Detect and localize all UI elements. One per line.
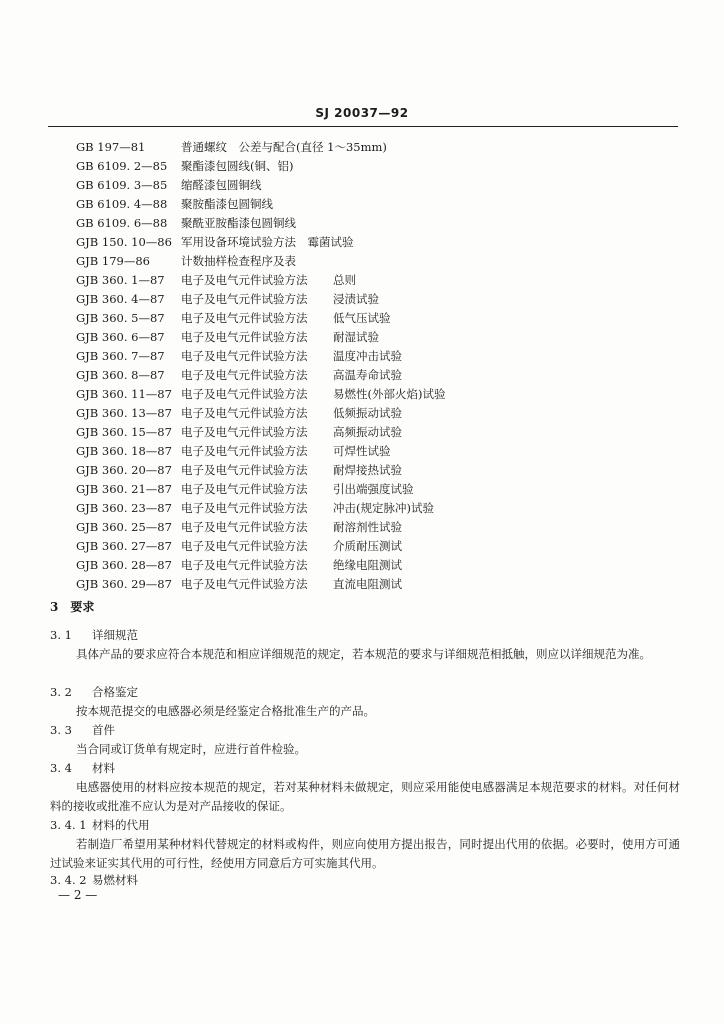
- reference-title: 电子及电气元件试验方法: [181, 368, 308, 382]
- reference-subtitle: 介质耐压测试: [333, 539, 402, 553]
- section-3-2-text: 按本规范提交的电感器必须是经鉴定合格批准生产的产品。: [76, 704, 375, 718]
- reference-row: [0, 385, 724, 404]
- reference-row: [0, 328, 724, 347]
- reference-title: 电子及电气元件试验方法: [181, 463, 308, 477]
- reference-subtitle: 耐湿试验: [333, 330, 379, 344]
- standard-code-header: SJ 20037—92: [315, 106, 409, 120]
- reference-code: GJB 360. 4—87: [76, 292, 165, 306]
- page-number: — 2 —: [58, 888, 98, 902]
- reference-title: 军用设备环境试验方法 霉菌试验: [181, 235, 354, 249]
- section-3-4-2-heading: [50, 872, 138, 888]
- reference-row: [0, 309, 724, 328]
- section-number: 3. 4: [50, 761, 72, 775]
- reference-row: [0, 404, 724, 423]
- reference-subtitle: 低气压试验: [333, 311, 391, 325]
- reference-row: [0, 423, 724, 442]
- reference-code: GB 6109. 2—85: [76, 159, 168, 173]
- section-number: 3. 2: [50, 685, 72, 699]
- reference-code: GJB 360. 11—87: [76, 387, 172, 401]
- reference-code: GJB 150. 10—86: [76, 235, 172, 249]
- reference-code: GJB 179—86: [76, 254, 150, 268]
- section-3-4-1-text: 若制造厂希望用某种材料代替规定的材料或构件，则应向使用方提出报告，同时提出代用的依据。必要时，使用方可通过试验来证实其代用的可行性，经使用方同意后方可实施其代用。: [50, 837, 680, 870]
- reference-title: 电子及电气元件试验方法: [181, 444, 308, 458]
- reference-title: 电子及电气元件试验方法: [181, 501, 308, 515]
- reference-code: GJB 360. 5—87: [76, 311, 165, 325]
- reference-code: GJB 360. 27—87: [76, 539, 172, 553]
- reference-row: [0, 537, 724, 556]
- section-number: 3. 1: [50, 628, 72, 642]
- reference-row: [0, 271, 724, 290]
- section-3-4-text: 电感器使用的材料应按本规范的规定，若对某种材料未做规定，则应采用能使电感器满足本规范要求的材料。对任何材料的接收或批准不应认为是对产品接收的保证。: [50, 780, 680, 813]
- reference-title: 电子及电气元件试验方法: [181, 387, 308, 401]
- reference-code: GB 6109. 6—88: [76, 216, 168, 230]
- reference-row: [0, 499, 724, 518]
- reference-subtitle: 总则: [333, 273, 356, 287]
- reference-code: GJB 360. 29—87: [76, 577, 172, 591]
- reference-code: GJB 360. 28—87: [76, 558, 172, 572]
- reference-code: GB 6109. 3—85: [76, 178, 168, 192]
- reference-subtitle: 直流电阻测试: [333, 577, 402, 591]
- section-title: 材料的代用: [92, 818, 150, 832]
- reference-code: GJB 360. 7—87: [76, 349, 165, 363]
- reference-code: GJB 360. 13—87: [76, 406, 172, 420]
- reference-title: 电子及电气元件试验方法: [181, 520, 308, 534]
- section-3-1-text: 具体产品的要求应符合本规范和相应详细规范的规定，若本规范的要求与详细规范相抵触，则应以详细规范为准。: [76, 647, 651, 661]
- reference-subtitle: 高温寿命试验: [333, 368, 402, 382]
- reference-title: 电子及电气元件试验方法: [181, 425, 308, 439]
- reference-code: GB 6109. 4—88: [76, 197, 168, 211]
- reference-row: [0, 214, 724, 233]
- reference-row: [0, 366, 724, 385]
- reference-row: [0, 195, 724, 214]
- reference-title: 聚胺酯漆包圆铜线: [181, 197, 273, 211]
- reference-row: [0, 556, 724, 575]
- reference-title: 电子及电气元件试验方法: [181, 311, 308, 325]
- header-rule: [48, 126, 678, 127]
- reference-subtitle: 绝缘电阻测试: [333, 558, 402, 572]
- reference-title: 电子及电气元件试验方法: [181, 273, 308, 287]
- reference-title: 电子及电气元件试验方法: [181, 349, 308, 363]
- reference-title: 计数抽样检查程序及表: [181, 254, 296, 268]
- reference-code: GJB 360. 8—87: [76, 368, 165, 382]
- section-number: 3. 4. 2: [50, 873, 87, 887]
- reference-code: GJB 360. 1—87: [76, 273, 165, 287]
- reference-row: [0, 157, 724, 176]
- reference-row: [0, 233, 724, 252]
- reference-title: 缩醛漆包圆铜线: [181, 178, 262, 192]
- reference-title: 聚酯漆包圆线(铜、铝): [181, 159, 294, 173]
- reference-code: GJB 360. 21—87: [76, 482, 172, 496]
- reference-subtitle: 引出端强度试验: [333, 482, 414, 496]
- reference-code: GJB 360. 18—87: [76, 444, 172, 458]
- section-title: 合格鉴定: [92, 685, 138, 699]
- reference-code: GJB 360. 23—87: [76, 501, 172, 515]
- reference-subtitle: 可焊性试验: [333, 444, 391, 458]
- reference-subtitle: 耐溶剂性试验: [333, 520, 402, 534]
- reference-title: 电子及电气元件试验方法: [181, 482, 308, 496]
- section-3-3-heading: [50, 722, 115, 738]
- reference-row: [0, 290, 724, 309]
- reference-title: 电子及电气元件试验方法: [181, 558, 308, 572]
- reference-subtitle: 冲击(规定脉冲)试验: [333, 501, 434, 515]
- reference-code: GJB 360. 20—87: [76, 463, 172, 477]
- reference-row: [0, 442, 724, 461]
- reference-row: [0, 176, 724, 195]
- reference-subtitle: 易燃性(外部火焰)试验: [333, 387, 446, 401]
- reference-code: GJB 360. 6—87: [76, 330, 165, 344]
- section-number: 3. 3: [50, 723, 72, 737]
- section-title: 首件: [92, 723, 115, 737]
- reference-title: 电子及电气元件试验方法: [181, 406, 308, 420]
- reference-title: 电子及电气元件试验方法: [181, 577, 308, 591]
- section-title: 材料: [92, 761, 115, 775]
- section-3-4-1-heading: [50, 817, 150, 833]
- section-title: 详细规范: [92, 628, 138, 642]
- reference-subtitle: 浸渍试验: [333, 292, 379, 306]
- reference-title: 电子及电气元件试验方法: [181, 292, 308, 306]
- reference-subtitle: 耐焊接热试验: [333, 463, 402, 477]
- reference-subtitle: 高频振动试验: [333, 425, 402, 439]
- section-3-3-text: 当合同或订货单有规定时，应进行首件检验。: [76, 742, 306, 756]
- reference-code: GJB 360. 25—87: [76, 520, 172, 534]
- section-3-1-heading: [50, 627, 138, 643]
- reference-subtitle: 低频振动试验: [333, 406, 402, 420]
- reference-row: [0, 347, 724, 366]
- reference-row: [0, 575, 724, 594]
- reference-row: [0, 480, 724, 499]
- reference-row: [0, 461, 724, 480]
- reference-title: 电子及电气元件试验方法: [181, 330, 308, 344]
- reference-title: 聚酰亚胺酯漆包圆铜线: [181, 216, 296, 230]
- reference-title: 普通螺纹 公差与配合(直径 1～35mm): [181, 140, 387, 154]
- section-3-4-heading: [50, 760, 115, 776]
- reference-row: [0, 252, 724, 271]
- section-title: 易燃材料: [92, 873, 138, 887]
- section-number: 3. 4. 1: [50, 818, 87, 832]
- reference-row: [0, 518, 724, 537]
- reference-subtitle: 温度冲击试验: [333, 349, 402, 363]
- reference-code: GB 197—81: [76, 140, 146, 154]
- reference-row: [0, 138, 724, 157]
- reference-list: [0, 138, 724, 594]
- reference-code: GJB 360. 15—87: [76, 425, 172, 439]
- reference-title: 电子及电气元件试验方法: [181, 539, 308, 553]
- section-3-heading: 3 要求: [50, 600, 95, 614]
- section-3-2-heading: [50, 684, 138, 700]
